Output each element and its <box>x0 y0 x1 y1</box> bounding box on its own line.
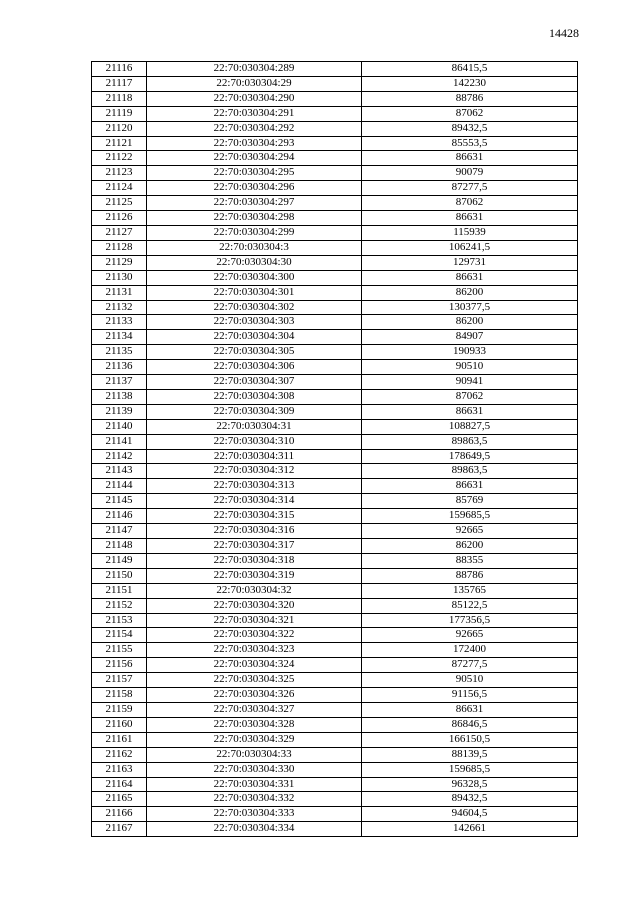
row-number-cell: 21138 <box>92 389 147 404</box>
value-cell: 92665 <box>362 524 578 539</box>
table-row <box>92 702 578 717</box>
cadastral-number-cell: 22:70:030304:327 <box>147 702 362 717</box>
value-cell: 86631 <box>362 404 578 419</box>
value-cell: 86631 <box>362 479 578 494</box>
value-cell: 166150,5 <box>362 732 578 747</box>
table-row <box>92 688 578 703</box>
row-number-cell: 21161 <box>92 732 147 747</box>
cadastral-number-cell: 22:70:030304:31 <box>147 419 362 434</box>
cadastral-number-cell: 22:70:030304:306 <box>147 360 362 375</box>
row-number-cell: 21134 <box>92 330 147 345</box>
value-cell: 108827,5 <box>362 419 578 434</box>
value-cell: 86631 <box>362 270 578 285</box>
registry-table <box>91 61 578 837</box>
table-row <box>92 464 578 479</box>
cadastral-number-cell: 22:70:030304:330 <box>147 762 362 777</box>
row-number-cell: 21128 <box>92 240 147 255</box>
row-number-cell: 21133 <box>92 315 147 330</box>
value-cell: 177356,5 <box>362 613 578 628</box>
row-number-cell: 21144 <box>92 479 147 494</box>
value-cell: 135765 <box>362 583 578 598</box>
cadastral-number-cell: 22:70:030304:323 <box>147 643 362 658</box>
cadastral-number-cell: 22:70:030304:313 <box>147 479 362 494</box>
row-number-cell: 21132 <box>92 300 147 315</box>
table-row <box>92 732 578 747</box>
table-row <box>92 568 578 583</box>
table-row <box>92 360 578 375</box>
row-number-cell: 21148 <box>92 539 147 554</box>
cadastral-number-cell: 22:70:030304:316 <box>147 524 362 539</box>
cadastral-number-cell: 22:70:030304:299 <box>147 225 362 240</box>
row-number-cell: 21121 <box>92 136 147 151</box>
value-cell: 88139,5 <box>362 747 578 762</box>
page-number: 14428 <box>549 26 579 40</box>
row-number-cell: 21150 <box>92 568 147 583</box>
row-number-cell: 21159 <box>92 702 147 717</box>
table-row <box>92 211 578 226</box>
row-number-cell: 21123 <box>92 166 147 181</box>
row-number-cell: 21125 <box>92 196 147 211</box>
cadastral-number-cell: 22:70:030304:309 <box>147 404 362 419</box>
value-cell: 87062 <box>362 389 578 404</box>
table-row <box>92 315 578 330</box>
value-cell: 86200 <box>362 285 578 300</box>
value-cell: 87277,5 <box>362 658 578 673</box>
cadastral-number-cell: 22:70:030304:318 <box>147 553 362 568</box>
table-row <box>92 91 578 106</box>
cadastral-number-cell: 22:70:030304:293 <box>147 136 362 151</box>
value-cell: 91156,5 <box>362 688 578 703</box>
row-number-cell: 21117 <box>92 76 147 91</box>
table-row <box>92 121 578 136</box>
table-row <box>92 613 578 628</box>
table-row <box>92 62 578 77</box>
value-cell: 86631 <box>362 702 578 717</box>
value-cell: 159685,5 <box>362 762 578 777</box>
table-row <box>92 240 578 255</box>
row-number-cell: 21122 <box>92 151 147 166</box>
cadastral-number-cell: 22:70:030304:301 <box>147 285 362 300</box>
cadastral-number-cell: 22:70:030304:296 <box>147 181 362 196</box>
value-cell: 90079 <box>362 166 578 181</box>
table-row <box>92 345 578 360</box>
cadastral-number-cell: 22:70:030304:3 <box>147 240 362 255</box>
table-row <box>92 270 578 285</box>
value-cell: 89432,5 <box>362 121 578 136</box>
cadastral-number-cell: 22:70:030304:329 <box>147 732 362 747</box>
value-cell: 94604,5 <box>362 807 578 822</box>
cadastral-number-cell: 22:70:030304:334 <box>147 822 362 837</box>
row-number-cell: 21157 <box>92 673 147 688</box>
value-cell: 90510 <box>362 673 578 688</box>
table-row <box>92 717 578 732</box>
value-cell: 88786 <box>362 568 578 583</box>
value-cell: 86631 <box>362 211 578 226</box>
cadastral-number-cell: 22:70:030304:317 <box>147 539 362 554</box>
cadastral-number-cell: 22:70:030304:320 <box>147 598 362 613</box>
table-row <box>92 389 578 404</box>
table-row <box>92 524 578 539</box>
registry-table-body <box>92 62 578 837</box>
table-row <box>92 151 578 166</box>
cadastral-number-cell: 22:70:030304:325 <box>147 673 362 688</box>
row-number-cell: 21129 <box>92 255 147 270</box>
row-number-cell: 21118 <box>92 91 147 106</box>
value-cell: 86631 <box>362 151 578 166</box>
cadastral-number-cell: 22:70:030304:297 <box>147 196 362 211</box>
table-row <box>92 285 578 300</box>
value-cell: 87277,5 <box>362 181 578 196</box>
cadastral-number-cell: 22:70:030304:304 <box>147 330 362 345</box>
cadastral-number-cell: 22:70:030304:332 <box>147 792 362 807</box>
cadastral-number-cell: 22:70:030304:328 <box>147 717 362 732</box>
table-row <box>92 196 578 211</box>
cadastral-number-cell: 22:70:030304:322 <box>147 628 362 643</box>
value-cell: 178649,5 <box>362 449 578 464</box>
cadastral-number-cell: 22:70:030304:29 <box>147 76 362 91</box>
cadastral-number-cell: 22:70:030304:294 <box>147 151 362 166</box>
table-row <box>92 375 578 390</box>
cadastral-number-cell: 22:70:030304:321 <box>147 613 362 628</box>
cadastral-number-cell: 22:70:030304:292 <box>147 121 362 136</box>
value-cell: 89432,5 <box>362 792 578 807</box>
row-number-cell: 21141 <box>92 434 147 449</box>
row-number-cell: 21167 <box>92 822 147 837</box>
row-number-cell: 21153 <box>92 613 147 628</box>
table-row <box>92 553 578 568</box>
value-cell: 89863,5 <box>362 434 578 449</box>
row-number-cell: 21149 <box>92 553 147 568</box>
cadastral-number-cell: 22:70:030304:310 <box>147 434 362 449</box>
value-cell: 86200 <box>362 315 578 330</box>
cadastral-number-cell: 22:70:030304:291 <box>147 106 362 121</box>
table-row <box>92 166 578 181</box>
row-number-cell: 21156 <box>92 658 147 673</box>
table-row <box>92 494 578 509</box>
cadastral-number-cell: 22:70:030304:289 <box>147 62 362 77</box>
row-number-cell: 21116 <box>92 62 147 77</box>
row-number-cell: 21147 <box>92 524 147 539</box>
cadastral-number-cell: 22:70:030304:324 <box>147 658 362 673</box>
table-row <box>92 330 578 345</box>
row-number-cell: 21165 <box>92 792 147 807</box>
cadastral-number-cell: 22:70:030304:303 <box>147 315 362 330</box>
value-cell: 142230 <box>362 76 578 91</box>
cadastral-number-cell: 22:70:030304:315 <box>147 509 362 524</box>
row-number-cell: 21151 <box>92 583 147 598</box>
value-cell: 86415,5 <box>362 62 578 77</box>
table-row <box>92 747 578 762</box>
row-number-cell: 21127 <box>92 225 147 240</box>
row-number-cell: 21140 <box>92 419 147 434</box>
cadastral-number-cell: 22:70:030304:295 <box>147 166 362 181</box>
table-row <box>92 434 578 449</box>
row-number-cell: 21158 <box>92 688 147 703</box>
value-cell: 85122,5 <box>362 598 578 613</box>
row-number-cell: 21137 <box>92 375 147 390</box>
table-row <box>92 479 578 494</box>
value-cell: 96328,5 <box>362 777 578 792</box>
table-row <box>92 255 578 270</box>
row-number-cell: 21160 <box>92 717 147 732</box>
table-row <box>92 628 578 643</box>
row-number-cell: 21164 <box>92 777 147 792</box>
table-row <box>92 509 578 524</box>
row-number-cell: 21146 <box>92 509 147 524</box>
value-cell: 90941 <box>362 375 578 390</box>
row-number-cell: 21131 <box>92 285 147 300</box>
value-cell: 85769 <box>362 494 578 509</box>
table-row <box>92 583 578 598</box>
cadastral-number-cell: 22:70:030304:290 <box>147 91 362 106</box>
value-cell: 92665 <box>362 628 578 643</box>
cadastral-number-cell: 22:70:030304:300 <box>147 270 362 285</box>
value-cell: 190933 <box>362 345 578 360</box>
value-cell: 106241,5 <box>362 240 578 255</box>
cadastral-number-cell: 22:70:030304:312 <box>147 464 362 479</box>
value-cell: 130377,5 <box>362 300 578 315</box>
table-row <box>92 136 578 151</box>
table-row <box>92 777 578 792</box>
cadastral-number-cell: 22:70:030304:314 <box>147 494 362 509</box>
table-row <box>92 807 578 822</box>
table-row <box>92 598 578 613</box>
value-cell: 88786 <box>362 91 578 106</box>
cadastral-number-cell: 22:70:030304:311 <box>147 449 362 464</box>
cadastral-number-cell: 22:70:030304:333 <box>147 807 362 822</box>
row-number-cell: 21155 <box>92 643 147 658</box>
value-cell: 85553,5 <box>362 136 578 151</box>
table-row <box>92 181 578 196</box>
value-cell: 115939 <box>362 225 578 240</box>
row-number-cell: 21162 <box>92 747 147 762</box>
table-row <box>92 419 578 434</box>
row-number-cell: 21136 <box>92 360 147 375</box>
table-row <box>92 106 578 121</box>
value-cell: 89863,5 <box>362 464 578 479</box>
row-number-cell: 21163 <box>92 762 147 777</box>
table-row <box>92 76 578 91</box>
table-row <box>92 658 578 673</box>
row-number-cell: 21143 <box>92 464 147 479</box>
cadastral-number-cell: 22:70:030304:298 <box>147 211 362 226</box>
table-row <box>92 404 578 419</box>
value-cell: 86846,5 <box>362 717 578 732</box>
row-number-cell: 21142 <box>92 449 147 464</box>
row-number-cell: 21119 <box>92 106 147 121</box>
cadastral-number-cell: 22:70:030304:326 <box>147 688 362 703</box>
value-cell: 172400 <box>362 643 578 658</box>
row-number-cell: 21145 <box>92 494 147 509</box>
value-cell: 87062 <box>362 196 578 211</box>
row-number-cell: 21152 <box>92 598 147 613</box>
row-number-cell: 21120 <box>92 121 147 136</box>
cadastral-number-cell: 22:70:030304:319 <box>147 568 362 583</box>
row-number-cell: 21135 <box>92 345 147 360</box>
row-number-cell: 21154 <box>92 628 147 643</box>
table-row <box>92 822 578 837</box>
table-row <box>92 449 578 464</box>
table-row <box>92 792 578 807</box>
row-number-cell: 21139 <box>92 404 147 419</box>
table-row <box>92 673 578 688</box>
value-cell: 87062 <box>362 106 578 121</box>
value-cell: 88355 <box>362 553 578 568</box>
value-cell: 86200 <box>362 539 578 554</box>
value-cell: 159685,5 <box>362 509 578 524</box>
value-cell: 90510 <box>362 360 578 375</box>
table-row <box>92 300 578 315</box>
value-cell: 84907 <box>362 330 578 345</box>
row-number-cell: 21130 <box>92 270 147 285</box>
cadastral-number-cell: 22:70:030304:308 <box>147 389 362 404</box>
cadastral-number-cell: 22:70:030304:331 <box>147 777 362 792</box>
table-row <box>92 762 578 777</box>
row-number-cell: 21124 <box>92 181 147 196</box>
row-number-cell: 21126 <box>92 211 147 226</box>
cadastral-number-cell: 22:70:030304:305 <box>147 345 362 360</box>
value-cell: 129731 <box>362 255 578 270</box>
row-number-cell: 21166 <box>92 807 147 822</box>
cadastral-number-cell: 22:70:030304:30 <box>147 255 362 270</box>
cadastral-number-cell: 22:70:030304:32 <box>147 583 362 598</box>
cadastral-number-cell: 22:70:030304:307 <box>147 375 362 390</box>
cadastral-number-cell: 22:70:030304:302 <box>147 300 362 315</box>
value-cell: 142661 <box>362 822 578 837</box>
cadastral-number-cell: 22:70:030304:33 <box>147 747 362 762</box>
table-row <box>92 539 578 554</box>
table-row <box>92 225 578 240</box>
table-row <box>92 643 578 658</box>
